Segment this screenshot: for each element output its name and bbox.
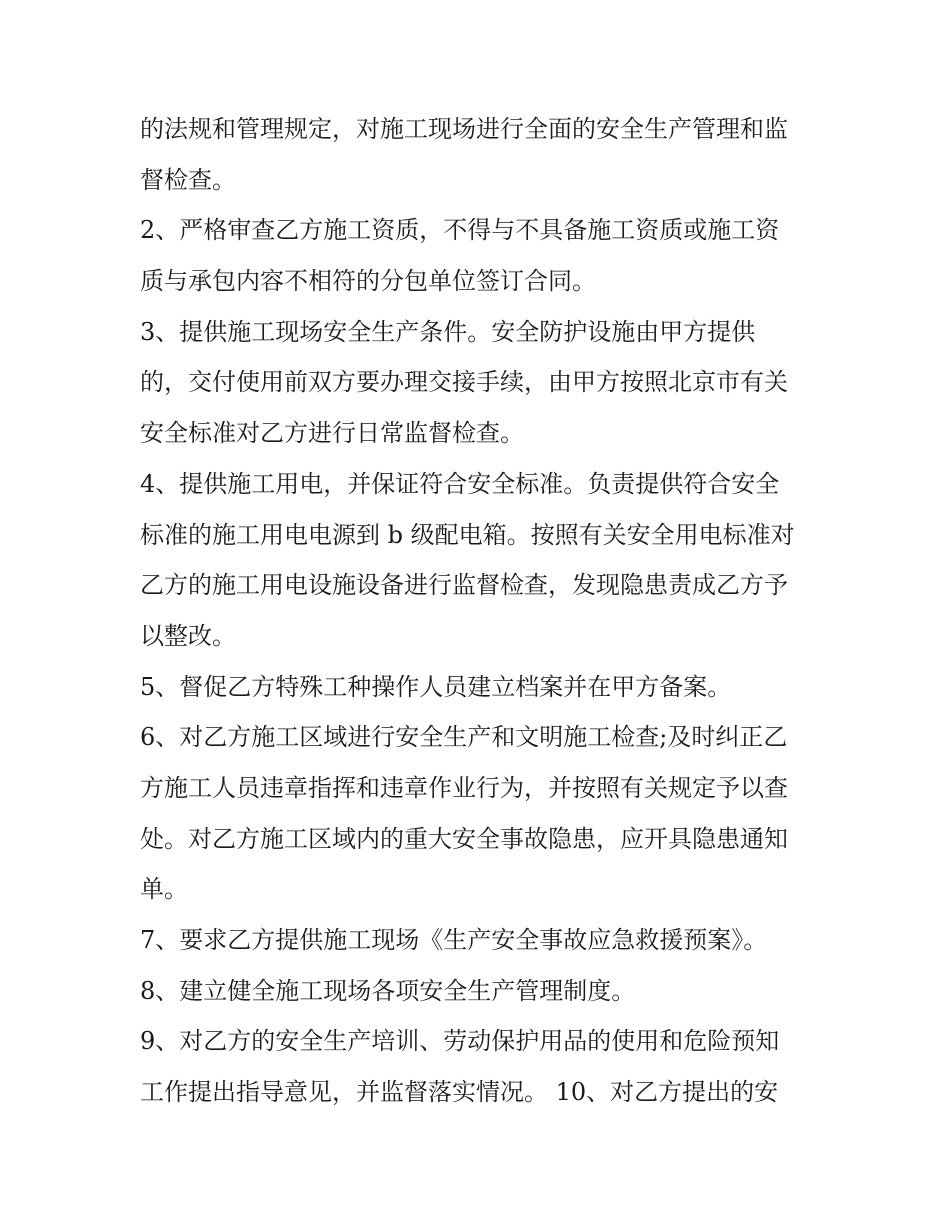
text-line: 2、严格审查乙方施工资质，不得与不具备施工资质或施工资 [140, 216, 780, 245]
text-line: 的法规和管理规定，对施工现场进行全面的安全生产管理和监 [140, 115, 788, 143]
text-line: 方施工人员违章指挥和违章作业行为，并按照有关规定予以查 [140, 773, 788, 802]
text-line: 质与承包内容不相符的分包单位签订合同。 [140, 267, 596, 296]
text-line: 以整改。 [140, 621, 236, 650]
text-line: 5、督促乙方特殊工种操作人员建立档案并在甲方备案。 [140, 672, 732, 701]
text-line: 工作提出指导意见，并监督落实情况。 10、对乙方提出的安 [140, 1078, 779, 1107]
text-line: 7、要求乙方提供施工现场《生产安全事故应急救援预案》。 [140, 926, 768, 954]
text-line: 4、提供施工用电，并保证符合安全标准。负责提供符合安全 [140, 469, 780, 498]
text-line: 3、提供施工现场安全生产条件。安全防护设施由甲方提供 [140, 317, 756, 346]
text-line: 乙方的施工用电设施设备进行监督检查，发现隐患责成乙方予 [140, 571, 788, 600]
text-line: 处。对乙方施工区域内的重大安全事故隐患，应开具隐患通知 [140, 824, 788, 853]
text-line: 督检查。 [140, 165, 236, 194]
text-line: 标准的施工用电电源到 b 级配电箱。按照有关安全用电标准对 [140, 520, 795, 549]
text-line: 安全标准对乙方进行日常监督检查。 [140, 419, 524, 448]
text-line: 8、建立健全施工现场各项安全生产管理制度。 [140, 976, 636, 1005]
text-line: 9、对乙方的安全生产培训、劳动保护用品的使用和危险预知 [140, 1027, 780, 1056]
text-line: 的，交付使用前双方要办理交接手续，由甲方按照北京市有关 [140, 368, 788, 397]
body-text [140, 104, 820, 1118]
text-line: 6、对乙方施工区域进行安全生产和文明施工检查;及时纠正乙 [140, 723, 788, 752]
text-line: 单。 [140, 875, 188, 904]
